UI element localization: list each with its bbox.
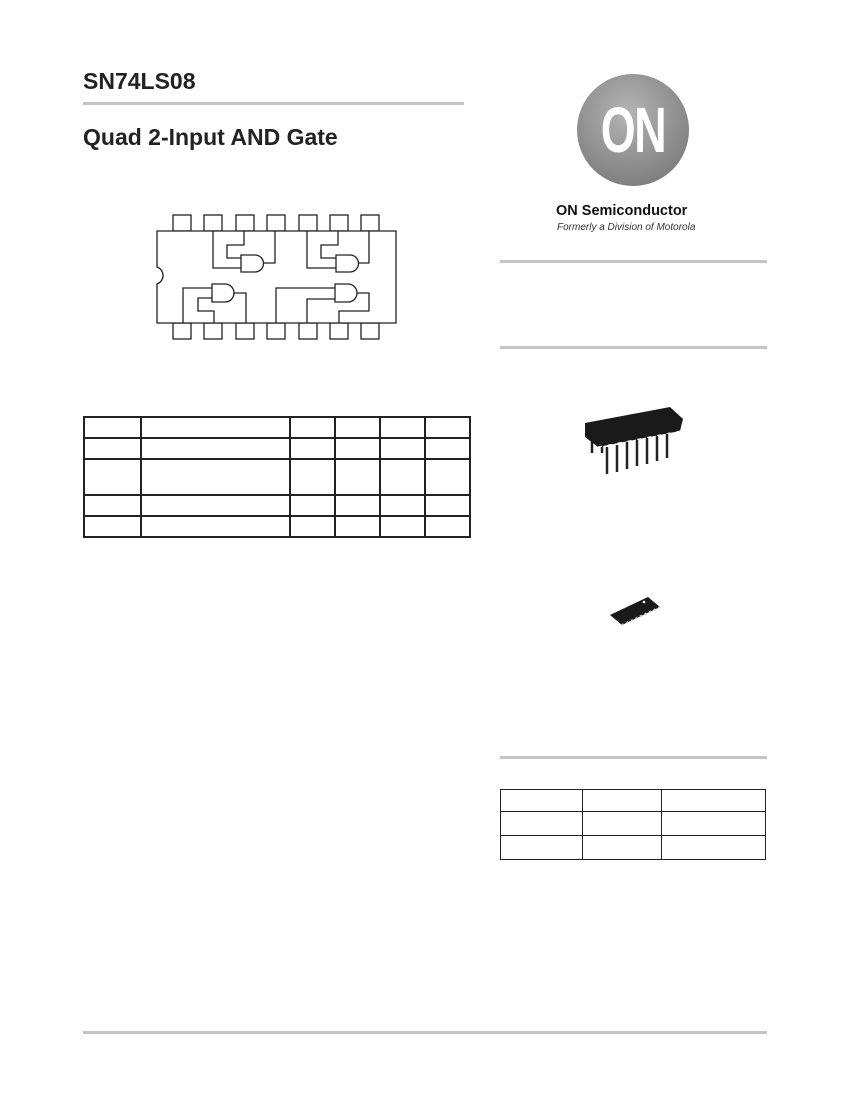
table-row bbox=[84, 459, 470, 495]
table-row bbox=[84, 516, 470, 537]
dip-package-image bbox=[580, 405, 690, 480]
on-logo bbox=[577, 74, 689, 186]
ordering-table bbox=[500, 789, 766, 860]
divider bbox=[500, 260, 767, 263]
divider bbox=[500, 756, 767, 759]
top-pins bbox=[173, 215, 379, 231]
bottom-pins bbox=[173, 323, 379, 339]
brand-tagline: Formerly a Division of Motorola bbox=[557, 222, 696, 233]
ratings-table bbox=[83, 416, 471, 538]
page-subtitle: Quad 2-Input AND Gate bbox=[83, 124, 338, 150]
table-row bbox=[84, 438, 470, 459]
page-title: SN74LS08 bbox=[83, 68, 196, 94]
soic-package-image bbox=[608, 595, 664, 627]
logo-mark: ON bbox=[600, 94, 666, 166]
divider bbox=[500, 346, 767, 349]
table-row bbox=[501, 836, 766, 860]
brand-name: ON Semiconductor bbox=[556, 203, 688, 219]
table-row bbox=[501, 812, 766, 836]
table-row bbox=[84, 417, 470, 438]
footer-divider bbox=[83, 1031, 767, 1034]
table-row bbox=[84, 495, 470, 516]
table-row bbox=[501, 790, 766, 812]
